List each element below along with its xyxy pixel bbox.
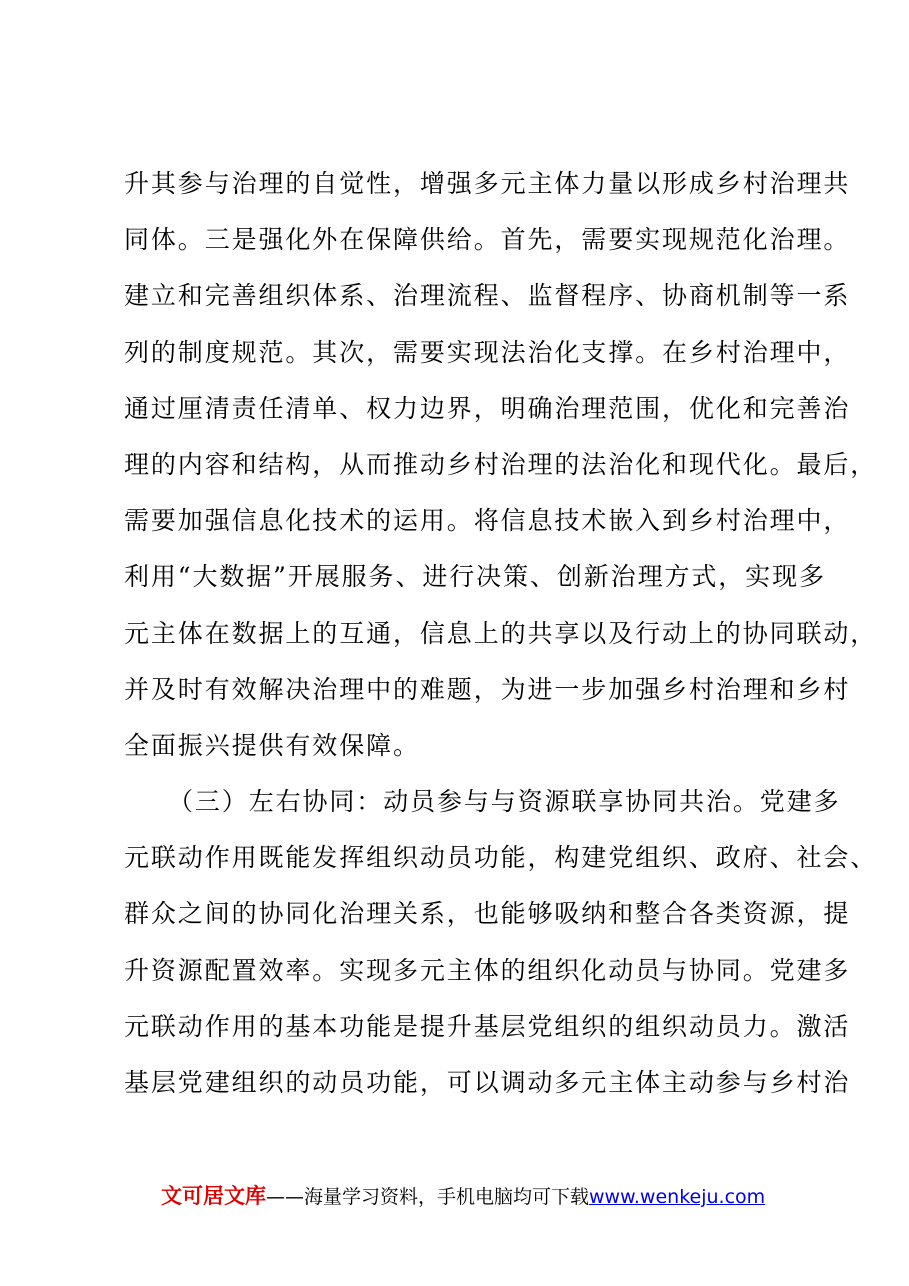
page-footer xyxy=(161,1182,765,1211)
body-line: 全面振兴提供有效保障。 xyxy=(124,730,420,760)
body-line: 并及时有效解决治理中的难题，为进一步加强乡村治理和乡村 xyxy=(124,674,851,704)
body-line: 升资源配置效率。实现多元主体的组织化动员与协同。党建多 xyxy=(124,955,851,985)
body-line: 列的制度规范。其次，需要实现法治化支撑。在乡村治理中， xyxy=(124,337,851,367)
body-line: 利用“大数据”开展服务、进行决策、创新治理方式，实现多 xyxy=(124,562,826,592)
body-line: 升其参与治理的自觉性，增强多元主体力量以形成乡村治理共 xyxy=(124,169,851,198)
section-heading-line: （三）左右协同：动员参与与资源联享协同共治。党建多 xyxy=(168,787,841,817)
body-line: 元联动作用既能发挥组织动员功能，构建党组织、政府、社会、 xyxy=(124,843,878,873)
footer-url-link[interactable]: www.wenkeju.com xyxy=(589,1186,766,1208)
footer-brand: 文可居文库 xyxy=(161,1184,266,1208)
document-body xyxy=(124,163,878,1118)
body-line: 同体。三是强化外在保障供给。首先，需要实现规范化治理。 xyxy=(124,225,851,255)
body-line: 建立和完善组织体系、治理流程、监督程序、协商机制等一系 xyxy=(124,281,851,311)
footer-slogan: ——海量学习资料，手机电脑均可下载 xyxy=(266,1186,590,1208)
body-line: 群众之间的协同化治理关系，也能够吸纳和整合各类资源，提 xyxy=(124,899,851,929)
body-line: 通过厘清责任清单、权力边界，明确治理范围，优化和完善治 xyxy=(124,393,851,423)
body-line: 基层党建组织的动员功能，可以调动多元主体主动参与乡村治 xyxy=(124,1068,851,1097)
body-line: 理的内容和结构，从而推动乡村治理的法治化和现代化。最后， xyxy=(124,449,878,479)
body-line: 需要加强信息化技术的运用。将信息技术嵌入到乡村治理中， xyxy=(124,506,851,536)
body-line: 元主体在数据上的互通，信息上的共享以及行动上的协同联动， xyxy=(124,618,878,648)
body-line: 元联动作用的基本功能是提升基层党组织的组织动员力。激活 xyxy=(124,1011,851,1041)
